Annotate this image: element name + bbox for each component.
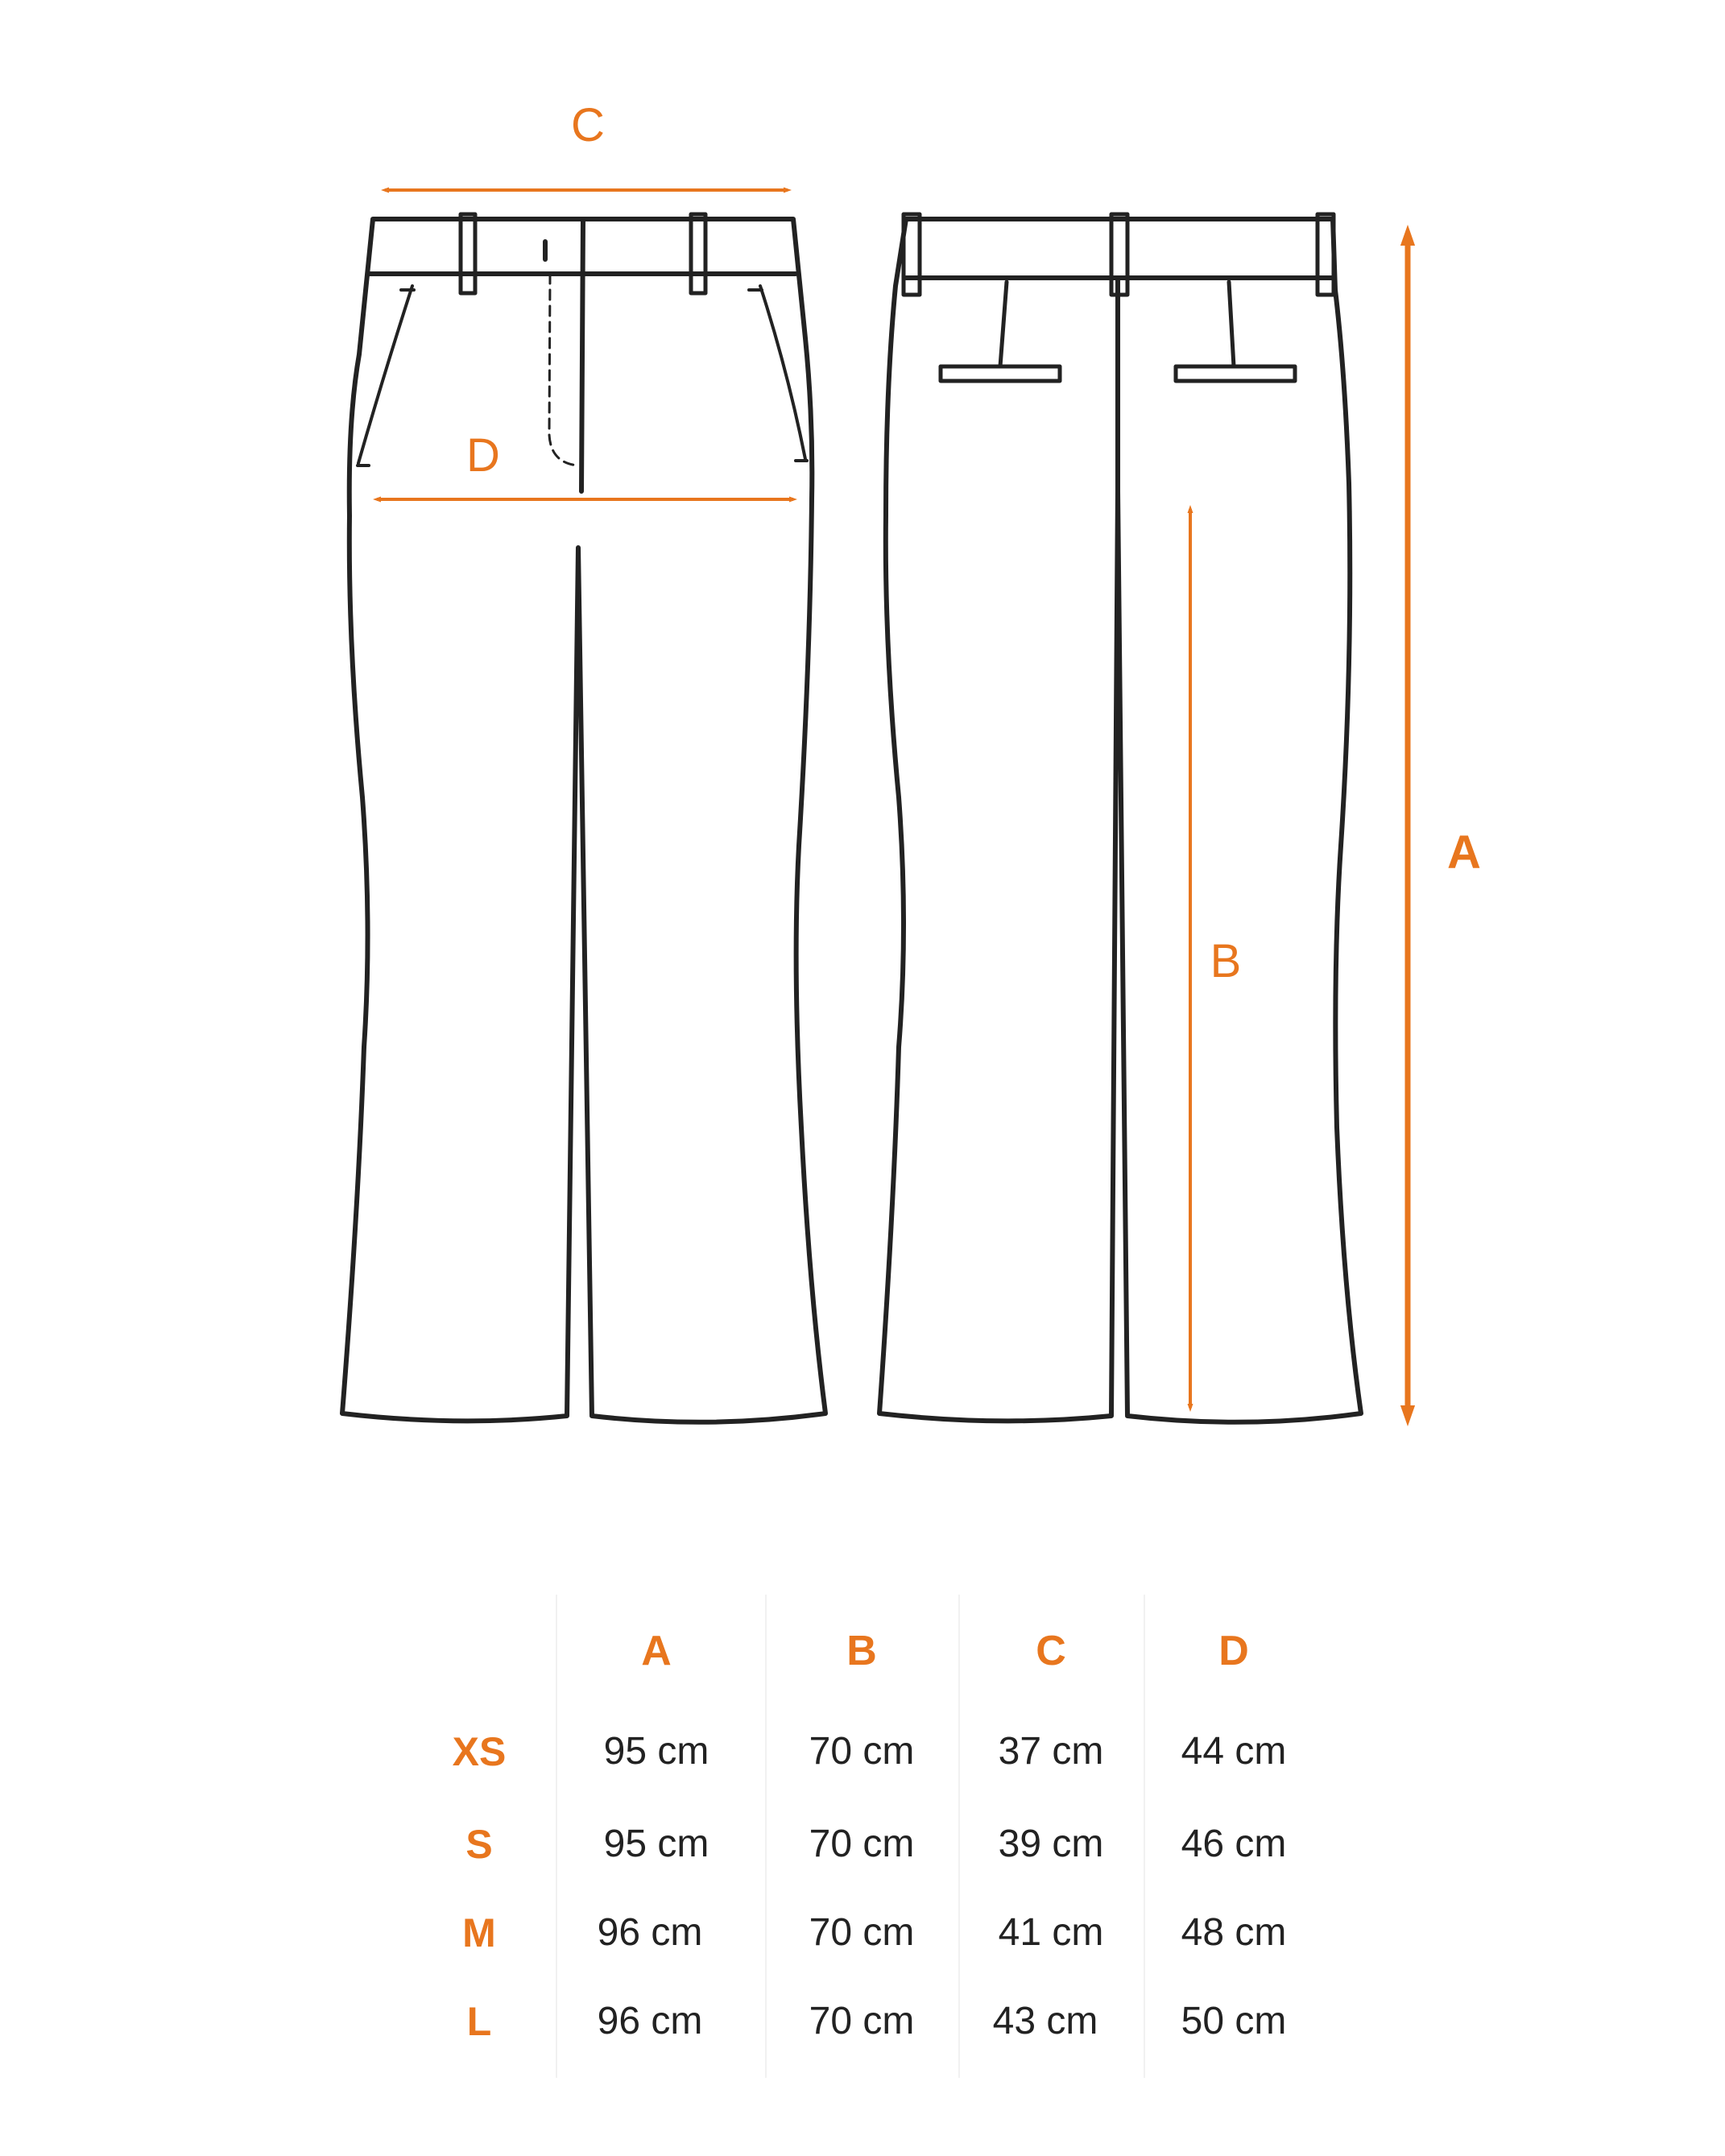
dimension-label-d: D (466, 429, 500, 482)
dimension-label-a: A (1447, 826, 1481, 879)
size-label: S (465, 1822, 493, 1867)
size-label: L (466, 1999, 492, 2044)
front-belt-loop-right (691, 214, 705, 293)
front-center-seam (581, 219, 583, 491)
table-cell: 37 cm (998, 1730, 1104, 1773)
dimension-label-c: C (571, 99, 605, 151)
front-pocket-right (760, 286, 805, 459)
table-cell: 46 cm (1181, 1823, 1287, 1865)
table-cell: 43 cm (992, 2000, 1098, 2042)
table-header-b: B (846, 1628, 877, 1674)
size-label: M (462, 1910, 496, 1955)
table-cell: 96 cm (597, 2000, 703, 2042)
table-row (403, 1985, 1353, 2058)
dimension-label-b: B (1210, 935, 1242, 987)
table-cell: 48 cm (1181, 1911, 1287, 1954)
pants-front-view (342, 214, 825, 1422)
back-pocket-left (941, 366, 1060, 381)
table-cell: 96 cm (597, 1911, 703, 1954)
table-row (403, 1808, 1353, 1881)
table-cell: 95 cm (603, 1823, 709, 1865)
table-header-d: D (1218, 1628, 1249, 1674)
table-cell: 44 cm (1181, 1730, 1287, 1773)
front-belt-loop-left (461, 214, 475, 293)
table-cell: 50 cm (1181, 2000, 1287, 2042)
back-dart-right (1229, 282, 1234, 366)
table-cell: 70 cm (809, 1730, 915, 1773)
table-row (403, 1715, 1353, 1788)
table-cell: 70 cm (809, 1823, 915, 1865)
front-pocket-left (358, 286, 412, 463)
back-pocket-right (1176, 366, 1295, 381)
front-fly-stitch (549, 274, 578, 466)
table-header-c: C (1036, 1628, 1066, 1674)
table-cell: 70 cm (809, 1911, 915, 1954)
size-table (403, 1595, 1353, 2094)
pants-back-view (879, 214, 1361, 1422)
table-cell: 95 cm (603, 1730, 709, 1773)
back-dart-left (1000, 282, 1007, 366)
size-label: XS (452, 1729, 507, 1774)
table-cell: 39 cm (998, 1823, 1104, 1865)
table-header-a: A (641, 1628, 672, 1674)
table-row (403, 1897, 1353, 1969)
table-cell: 70 cm (809, 2000, 915, 2042)
table-cell: 41 cm (998, 1911, 1104, 1954)
